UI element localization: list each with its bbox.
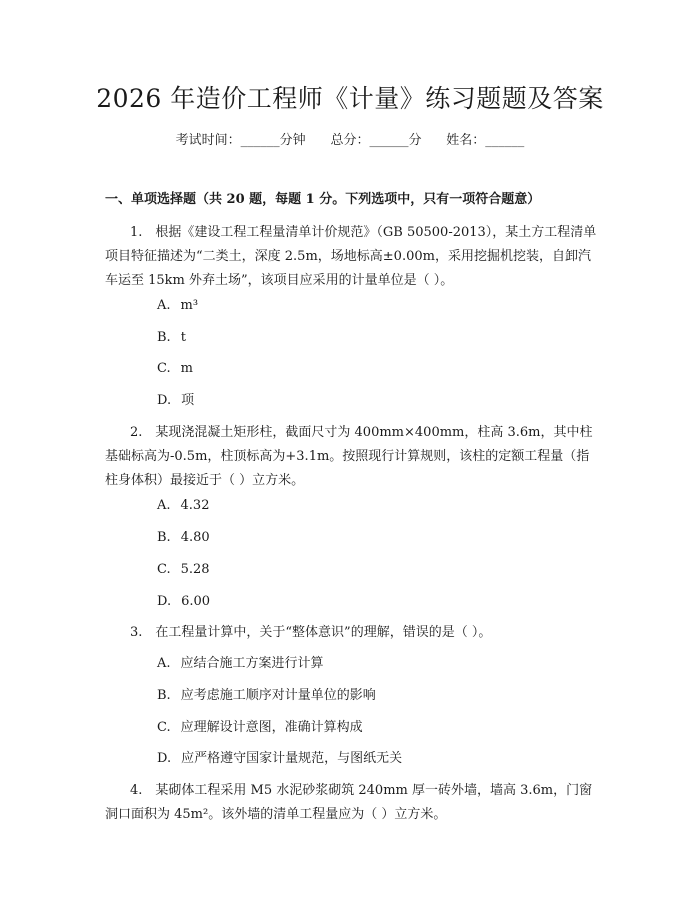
option-label: A. [157, 498, 171, 513]
total-score-field: 总分：______分 [330, 133, 422, 148]
option-label: A. [157, 298, 171, 313]
question-3: 3. 在工程量计算中，关于“整体意识”的理解，错误的是（ ）。 [130, 625, 492, 640]
option-text: t [180, 330, 186, 345]
option-text: 应考虑施工顺序对计量单位的影响 [180, 688, 376, 703]
option-text: 4.80 [180, 530, 210, 545]
option-label: A. [157, 656, 171, 671]
document-title: 2026 年造价工程师《计量》练习题题及答案 [96, 84, 604, 113]
option-text: 项 [181, 393, 195, 408]
exam-time-field: 考试时间：______分钟 [175, 133, 306, 148]
q2-option-c [157, 560, 210, 580]
q2-option-b [157, 528, 210, 548]
option-label: D. [157, 393, 172, 408]
option-text: 6.00 [181, 594, 211, 609]
option-label: C. [157, 361, 171, 376]
question-2: 2. 某现浇混凝土矩形柱，截面尺寸为 400mm×400mm，柱高 3.6m，其中柱基础标高为-0.5m，柱顶标高为+3.1m。按照现行计算规则，该柱的定额工程量（指柱身体积）最接近于（ ）立方米。 [105, 425, 593, 488]
option-label: D. [157, 751, 172, 766]
q1-option-d [157, 391, 194, 411]
q2-option-d [157, 592, 210, 612]
option-text: 应结合施工方案进行计算 [180, 656, 324, 671]
option-label: B. [157, 330, 171, 345]
question-4: 4. 某砌体工程采用 M5 水泥砂浆砌筑 240mm 厚一砖外墙，墙高 3.6m，门窗洞口面积为 45m²。该外墙的清单工程量应为（ ）立方米。 [105, 783, 593, 822]
option-label: C. [157, 720, 171, 735]
q3-option-d [157, 749, 402, 769]
q3-option-c [157, 718, 363, 738]
q1-option-c [157, 359, 193, 379]
option-label: B. [157, 688, 171, 703]
option-text: 5.28 [180, 562, 210, 577]
option-text: m³ [180, 298, 199, 313]
option-text: m [180, 361, 193, 376]
q3-option-a [157, 654, 324, 674]
option-text: 应严格遵守国家计量规范，与图纸无关 [181, 751, 403, 766]
q1-option-a [157, 296, 198, 316]
exam-info-line [0, 131, 700, 151]
name-field: 姓名：______ [446, 133, 525, 148]
section-heading: 一、单项选择题（共 20 题，每题 1 分。下列选项中，只有一项符合题意） [105, 192, 541, 207]
q1-option-b [157, 328, 186, 348]
question-1: 1. 根据《建设工程工程量清单计价规范》（GB 50500-2013），某土方工程清单项目特征描述为“二类土，深度 2.5m，场地标高±0.00m，采用挖掘机挖装，自卸汽车运至 15km 外弃土场”，该项目应采用的计量单位是（ ）。 [105, 225, 597, 288]
option-text: 应理解设计意图，准确计算构成 [180, 720, 363, 735]
q3-option-b [157, 686, 376, 706]
option-label: D. [157, 594, 172, 609]
q2-option-a [157, 496, 209, 516]
option-label: B. [157, 530, 171, 545]
option-text: 4.32 [180, 498, 210, 513]
option-label: C. [157, 562, 171, 577]
